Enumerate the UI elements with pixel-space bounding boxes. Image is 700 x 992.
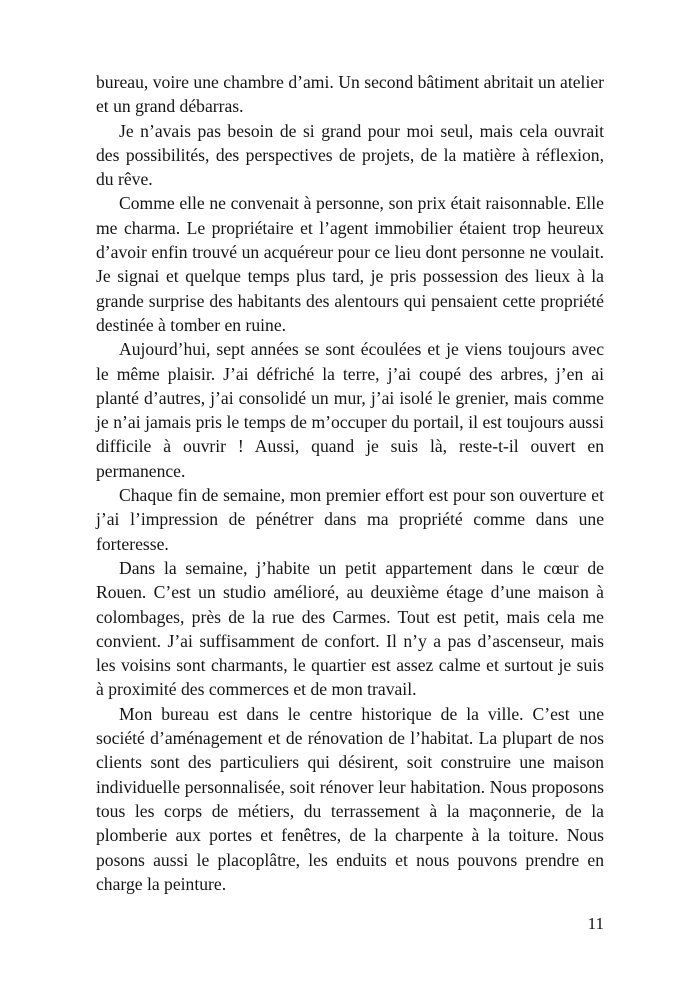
paragraph: Je n’avais pas besoin de si grand pour moi seul, mais cela ouvrait des possibilités, des perspectives de projets, de la matière à réflexion, du rêve. — [96, 120, 604, 190]
paragraph: Aujourd’hui, sept années se sont écoulées et je viens toujours avec le même plaisir. J’ai défriché la terre, j’ai coupé des arbres, j’en ai planté d’autres, j’ai consolidé un mur, j’ai isolé le grenier, mais comme je n’ai jamais pris le temps de m’occuper du portail, il est toujours aussi difficile à ouvrir ! Aussi, quand je suis là, reste-t-il ouvert en permanence. — [96, 339, 604, 481]
body-text — [96, 70, 604, 896]
paragraph: Chaque fin de semaine, mon premier effort est pour son ouverture et j’ai l’impression de pénétrer dans ma propriété comme dans une forteresse. — [96, 485, 604, 554]
paragraph: Comme elle ne convenait à personne, son prix était raisonnable. Elle me charma. Le propriétaire et l’agent immobilier étaient trop heureux d’avoir enfin trouvé un acquéreur pour ce lieu dont personne ne voulait. Je signai et quelque temps plus tard, je pris possession des lieux à la grande surprise des habitants des alentours qui pensaient cette propriété destinée à tomber en ruine. — [96, 193, 604, 335]
page-number: 11 — [587, 914, 604, 933]
paragraph: Mon bureau est dans le centre historique de la ville. C’est une société d’aménagement et de rénovation de l’habitat. La plupart de nos clients sont des particuliers qui désirent, soit construire une maison individuelle personnalisée, soit rénover leur habitation. Nous proposons tous les corps de métiers, du terrassement à la maçonnerie, de la plomberie aux portes et fenêtres, de la charpente à la toiture. Nous posons aussi le placoplâtre, les enduits et nous pouvons prendre en charge la peinture. — [96, 703, 604, 894]
paragraph: Dans la semaine, j’habite un petit appartement dans le cœur de Rouen. C’est un studio amélioré, au deuxième étage d’une maison à colombages, près de la rue des Carmes. Tout est petit, mais cela me convient. J’ai suffisamment de confort. Il n’y a pas d’ascenseur, mais les voisins sont charmants, le quartier est assez calme et surtout je suis à proximité des commerces et de mon travail. — [96, 557, 604, 700]
paragraph-continued: bureau, voire une chambre d’ami. Un second bâtiment abritait un atelier et un grand débarras. — [96, 72, 604, 117]
